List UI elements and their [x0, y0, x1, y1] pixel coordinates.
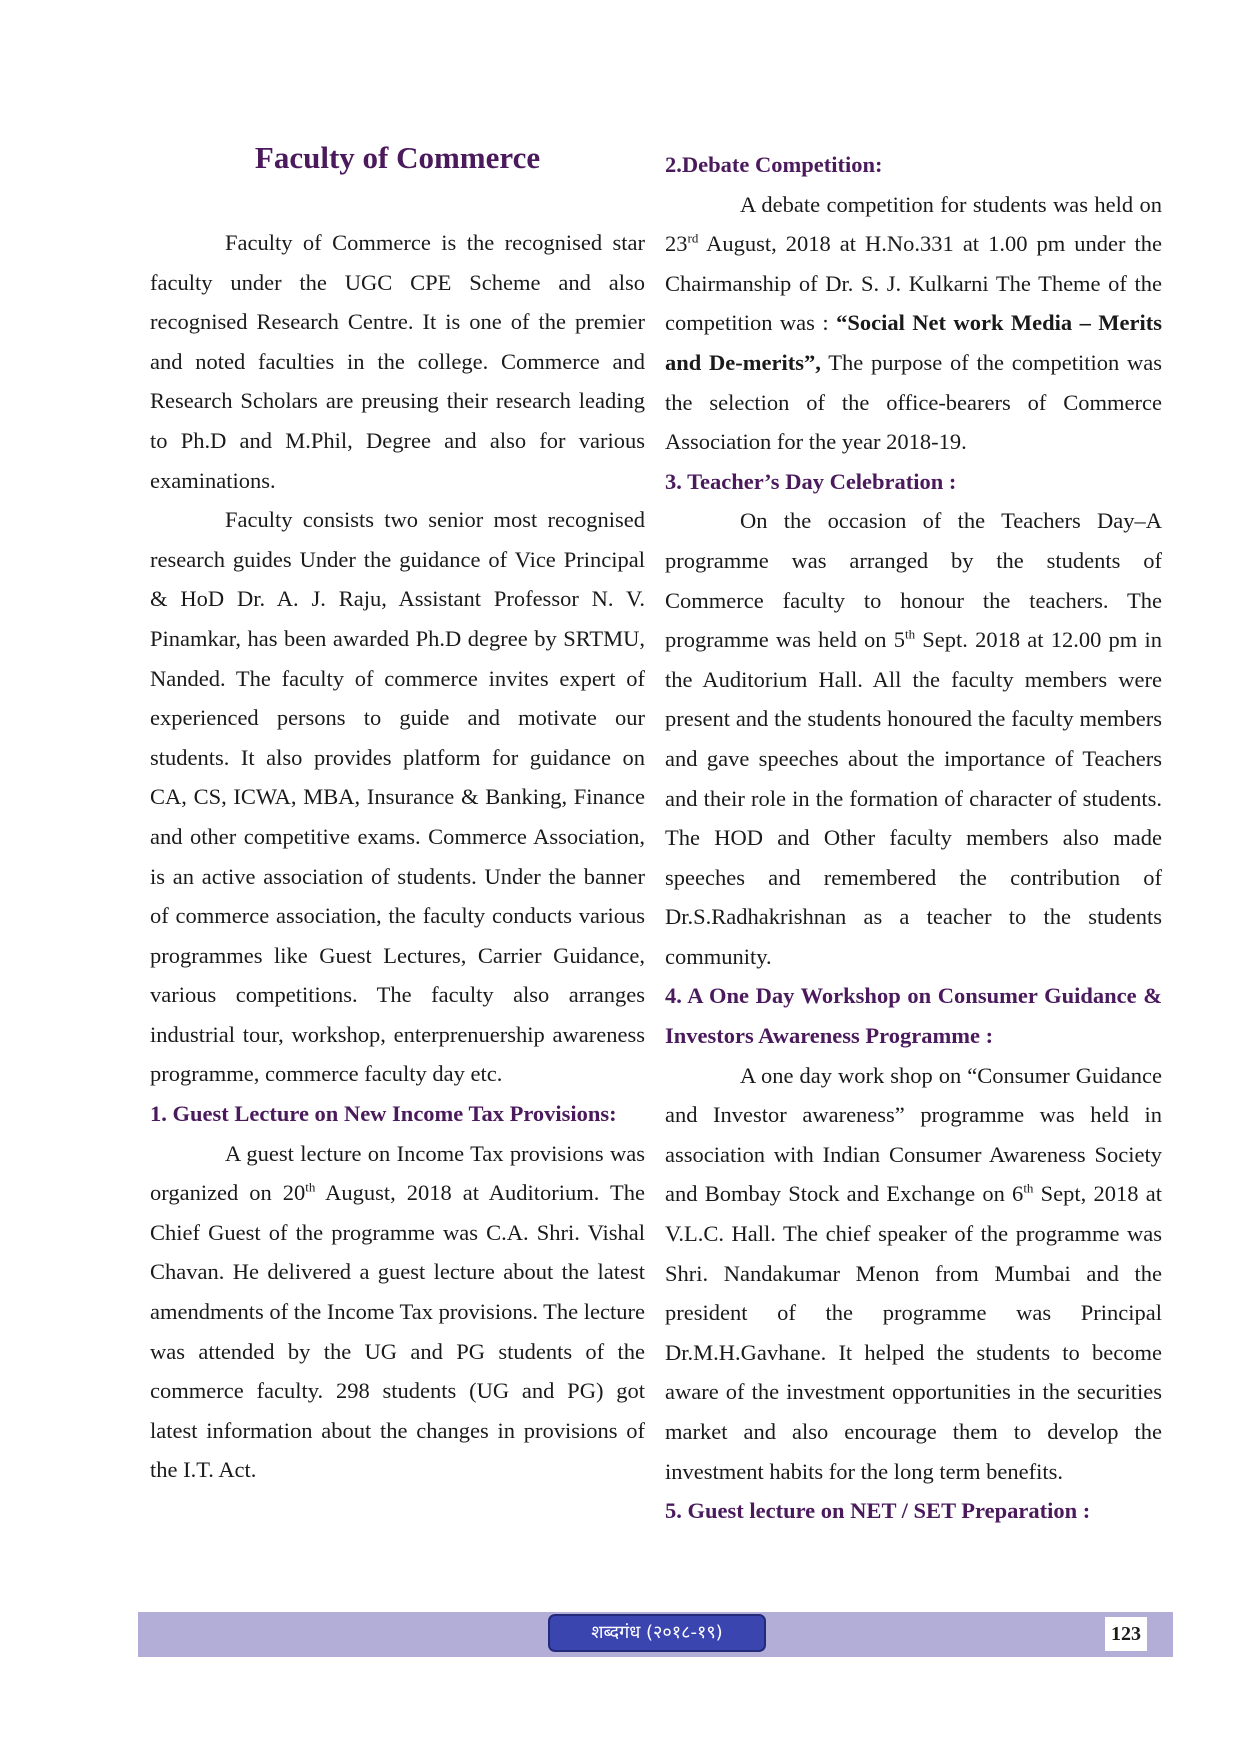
footer-label: शब्दगंध (२०१८-१९): [548, 1614, 766, 1652]
section-heading-debate: 2.Debate Competition:: [665, 152, 883, 177]
workshop-paragraph: A one day work shop on “Consumer Guidance and Investor awareness” programme was held in association with Indian Consumer Awareness Society and Bombay Stock and Exchange on 6th Sept, 2018 at V.L.C. Hall. The chief speaker of the programme was Shri. Nandakumar Menon from Mumbai and the president of the programme was Principal Dr.M.H.Gavhane. It helped the students to become aware of the investment opportunities in the securities market and also encourage them to develop the investment habits for the long term benefits.: [665, 1062, 1162, 1484]
left-column: [150, 223, 645, 1490]
intro-paragraph-2: Faculty consists two senior most recognised research guides Under the guidance of Vice Principal & HoD Dr. A. J. Raju, Assistant Professor N. V. Pinamkar, has been awarded Ph.D degree by SRTMU, Nanded. The faculty of commerce invites expert of experienced persons to guide and motivate our students. It also provides platform for guidance on CA, CS, ICWA, MBA, Insurance & Banking, Finance and other competitive exams. Commerce Association, is an active association of students. Under the banner of commerce association, the faculty conducts various programmes like Guest Lectures, Carrier Guidance, various competitions. The faculty also arranges industrial tour, workshop, enterprenuership awareness programme, commerce faculty day etc.: [150, 507, 645, 1087]
guest-lecture-paragraph: A guest lecture on Income Tax provisions was organized on 20th August, 2018 at Auditorium. The Chief Guest of the programme was C.A. Shri. Vishal Chavan. He delivered a guest lecture about the latest amendments of the Income Tax provisions. The lecture was attended by the UG and PG students of the commerce faculty. 298 students (UG and PG) got latest information about the changes in provisions of the I.T. Act.: [150, 1140, 645, 1483]
intro-paragraph-1: Faculty of Commerce is the recognised star faculty under the UGC CPE Scheme and also recognised Research Centre. It is one of the premier and noted faculties in the college. Commerce and Research Scholars are preusing their research leading to Ph.D and M.Phil, Degree and also for various examinations.: [150, 230, 645, 493]
section-heading-guest-lecture: 1. Guest Lecture on New Income Tax Provisions:: [150, 1101, 617, 1127]
right-column: [665, 145, 1162, 1531]
debate-paragraph: A debate competition for students was held on 23rd August, 2018 at H.No.331 at 1.00 pm under the Chairmanship of Dr. S. J. Kulkarni The Theme of the competition was : “Social Net work Media – Merits and De-merits”, The purpose of the competition was the selection of the office-bearers of Commerce Association for the year 2018-19.: [665, 191, 1162, 455]
page-number: 123: [1105, 1617, 1147, 1651]
section-heading-net-set: 5. Guest lecture on NET / SET Preparation :: [665, 1498, 1091, 1524]
page-title: Faculty of Commerce: [254, 140, 541, 175]
section-heading-workshop: 4. A One Day Workshop on Consumer Guidance & Investors Awareness Programme :: [665, 983, 1162, 1049]
teachers-day-paragraph: On the occasion of the Teachers Day–A programme was arranged by the students of Commerce faculty to honour the teachers. The programme was held on 5th Sept. 2018 at 12.00 pm in the Auditorium Hall. All the faculty members were present and the students honoured the faculty members and gave speeches about the importance of Teachers and their role in the formation of character of students. The HOD and Other faculty members also made speeches and remembered the contribution of Dr.S.Radhakrishnan as a teacher to the students community.: [665, 508, 1162, 969]
debate-theme: “Social Net work Media – Merits and De-merits”,: [665, 310, 1162, 375]
section-heading-teachers-day: 3. Teacher’s Day Celebration :: [665, 468, 957, 494]
